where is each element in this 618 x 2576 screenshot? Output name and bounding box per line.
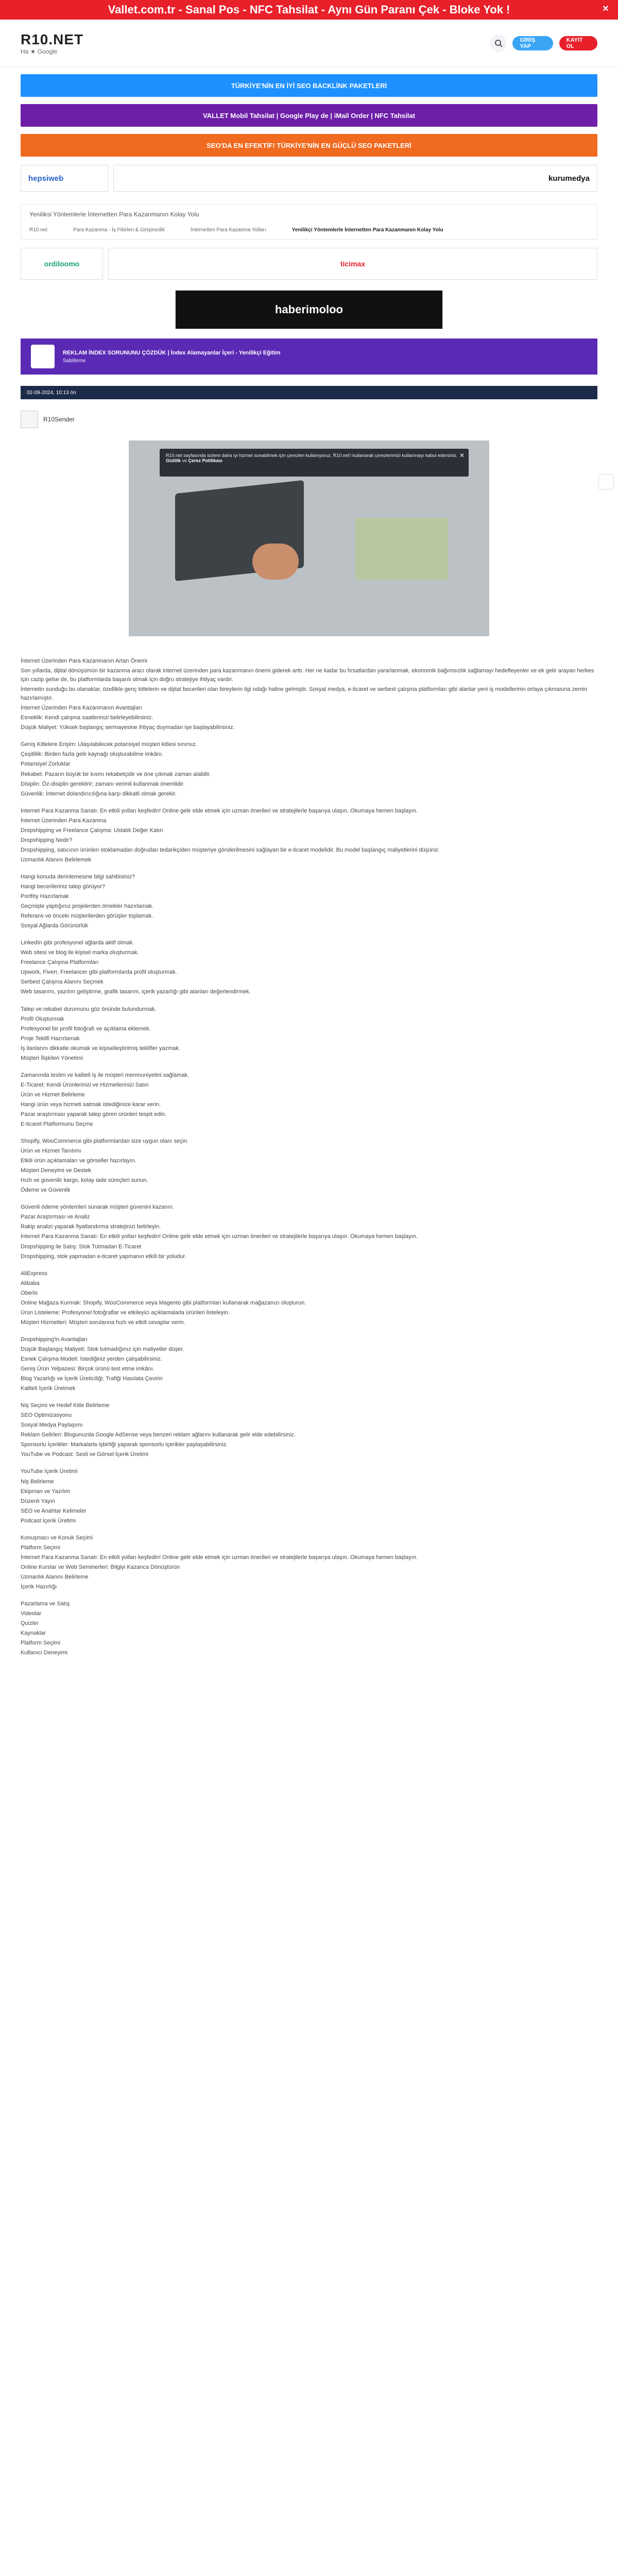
content-paragraph: Alibaba xyxy=(21,1280,40,1286)
content-paragraph: AliExpress xyxy=(21,1270,47,1277)
content-paragraph: Etkili ürün açıklamaları ve görseller hazırlayın. xyxy=(21,1158,136,1164)
content-paragraph: Proje Teklifi Hazırlamak xyxy=(21,1035,80,1042)
content-paragraph: YouTube İçerik Üretimi xyxy=(21,1468,78,1475)
content-paragraph: Ürün Listeleme: Profesyonel fotoğraflar ve etkileyici açıklamalarla ürünleri listeleyin. xyxy=(21,1309,230,1316)
content-paragraph: Geniş Kitlelere Erişim: Ulaşılabilecek potansiyel müşteri kitlesi sınırsız. xyxy=(21,741,197,748)
ad-label: ticimax xyxy=(340,260,366,268)
content-paragraph: Ürün ve Hizmet Tanıtımı xyxy=(21,1148,81,1155)
content-paragraph: Platform Seçimi xyxy=(21,1544,61,1551)
content-paragraph: İçerik Hazırlığı xyxy=(21,1583,57,1590)
content-paragraph: Geniş Ürün Yelpazesi: Birçok ürünü test etme imkânı. xyxy=(21,1366,154,1372)
content-paragraph: Hızlı ve güvenilir kargo, kolay iade süreçleri sunun. xyxy=(21,1177,148,1184)
content-paragraph: Zamanında teslim ve kaliteli iş ile müşteri memnuniyetini sağlamak. xyxy=(21,1072,190,1078)
ad-label: kurumedya xyxy=(548,174,590,183)
content-paragraph: Düşük Maliyet: Yüksek başlangıç sermayesine ihtiyaç duymadan işe başlayabilirsiniz. xyxy=(21,724,235,731)
content-paragraph: İnternet Para Kazanma Sanatı: En etkili yolları keşfedin! Online gelir elde etmek için uzman önerileri ve stratejilerle başarıya ulaşın. Okumaya hemen başlayın. xyxy=(21,1233,418,1240)
content-paragraph: Dropshipping, satıcının ürünleri stoklamadan doğrudan tedarikçiden müşteriye gönderilmesini sağlayan bir e-ticaret modelidir. Bu model başlangıç maliyetlerini düşürür. xyxy=(21,846,440,853)
content-paragraph: Disiplin: Öz-disiplin gerektirir; zamanı verimli kullanmak önemlidir. xyxy=(21,781,185,787)
breadcrumb-trail xyxy=(29,227,589,233)
content-paragraph: Müşteri İlişkileri Yönetimi xyxy=(21,1055,83,1061)
content-paragraph: Hangi ürün veya hizmeti satmak istediğinize karar verin. xyxy=(21,1101,161,1108)
content-paragraph: Düşük Başlangıç Maliyeti: Stok tutmadığınız için maliyetler düşer. xyxy=(21,1346,184,1352)
content-paragraph: İnternet Üzerinden Para Kazanmanın Avantajları xyxy=(21,705,142,711)
content-paragraph: Geçmişte yaptığınız projelerden örnekler hazırlamak. xyxy=(21,903,154,910)
site-logo[interactable] xyxy=(21,31,83,55)
content-paragraph: Pazarlama ve Satış xyxy=(21,1601,70,1607)
content-paragraph: Videolar xyxy=(21,1611,42,1617)
ad-row xyxy=(21,165,597,192)
content-paragraph: Güvenlik: İnternet dolandırıcılığına karşı dikkatli olmak gerekir. xyxy=(21,790,177,797)
recaptcha-icon[interactable] xyxy=(598,474,614,489)
content-paragraph: Quizler xyxy=(21,1620,39,1627)
content-paragraph: Ödeme ve Güvenlik xyxy=(21,1187,71,1194)
content-paragraph: Güvenli ödeme yöntemleri sunarak müşteri güvenini kazanın. xyxy=(21,1204,174,1211)
cookie-popup-text: R10.net sayfasında sizlere daha iyi hizmet sunabilmek için çerezleri kullanıyoruz. R10.net'i kullanarak çerezlerimizi kullanmayı kabul edersiniz. xyxy=(166,453,458,458)
content-paragraph: Talep ve rekabet durumunu göz önünde bulundurmak. xyxy=(21,1006,157,1012)
breadcrumb-item-current: Yenilikçi Yöntemlerle İnternetten Para Kazanmanın Kolay Yolu xyxy=(291,227,443,233)
content-paragraph: Pazar araştırması yaparak talep gören ürünleri tespit edin. xyxy=(21,1111,167,1117)
content-paragraph: E-Ticaret: Kendi Ürünlerinizi ve Hizmetlerinizi Satın xyxy=(21,1081,149,1088)
content-paragraph: Niş Belirleme xyxy=(21,1478,54,1485)
content-paragraph: Oberlo xyxy=(21,1290,38,1296)
post-hero-image xyxy=(129,440,489,636)
content-paragraph: Portföy Hazırlamak xyxy=(21,893,69,900)
content-paragraph: Uzmanlık Alanını Belirleme xyxy=(21,1573,89,1580)
post-author xyxy=(21,411,597,428)
ad-label: ordiloomo xyxy=(44,260,80,268)
breadcrumb-item[interactable]: İnternetten Para Kazanma Yolları xyxy=(190,227,266,233)
promo-banner-seo-packages[interactable] xyxy=(21,134,597,157)
search-icon[interactable] xyxy=(490,35,506,52)
content-paragraph: İnternetin sunduğu bu olanaklar, özellikle genç kitlelerin ve dijital becerileri olan bireylerin ilgi odağı haline gelmiştir. Sosyal medya, e-ticaret ve serbest çalışma platformları gibi alanlar yeni iş modellerinin ortaya çıkmasına zemin hazırlamıştır. xyxy=(21,686,587,702)
content-paragraph: Profil Oluşturmak xyxy=(21,1015,64,1022)
content-paragraph: LinkedIn gibi profesyonel ağlarda aktif olmak. xyxy=(21,940,134,946)
content-paragraph: Podcast İçerik Üretimi xyxy=(21,1517,76,1524)
content-paragraph: Kaliteli İçerik Üretmek xyxy=(21,1385,76,1392)
content-paragraph: Ürün ve Hizmet Belirleme xyxy=(21,1091,85,1098)
site-header xyxy=(0,20,618,67)
privacy-link[interactable]: Gizlilik xyxy=(166,458,181,463)
content-paragraph: Potansiyel Zorluklar xyxy=(21,761,71,768)
logo-subtitle: Ha ★ Google xyxy=(21,47,58,55)
thread-title: Yeniliksi Yöntemlerle İnternetten Para Kazanmanın Kolay Yolu xyxy=(29,211,199,218)
content-paragraph: Niş Seçimi ve Hedef Kitle Belirleme xyxy=(21,1402,110,1409)
breadcrumb-item[interactable]: Para Kazanma - İş Fikirleri & Girişimcilik xyxy=(73,227,165,233)
close-icon[interactable]: ✕ xyxy=(459,452,465,459)
content-paragraph: SEO Optimizasyonu xyxy=(21,1412,72,1419)
pinned-thread-sub: Sabitleme xyxy=(63,358,86,364)
promo-topbar[interactable] xyxy=(0,0,618,20)
content-paragraph: Web sitesi ve blog ile kişisel marka oluşturmak. xyxy=(21,950,139,956)
content-paragraph: Rakip analizi yaparak fiyatlandırma stratejinizi belirleyin. xyxy=(21,1224,161,1230)
post-content xyxy=(21,657,597,1666)
content-paragraph: Dropshipping, stok yapmadan e-ticaret yapmanın etkili bir yoludur. xyxy=(21,1253,186,1260)
pinned-thread-title: REKLAM İNDEX SORUNUNU ÇÖZDÜK | İndex Alamayanlar İçeri - Yenilikçi Eğitim xyxy=(63,349,281,356)
content-paragraph: Platform Seçimi xyxy=(21,1640,61,1647)
content-paragraph: Ekipman ve Yazılım xyxy=(21,1488,71,1495)
money-shape xyxy=(355,518,448,580)
content-paragraph: Müşteri Hizmetleri: Müşteri sorularına hızlı ve etkili cevaplar verin. xyxy=(21,1319,185,1326)
content-paragraph: Sosyal Ağlarda Görünürlük xyxy=(21,923,88,929)
ad-label: hepsiweb xyxy=(28,174,64,183)
hand-shape xyxy=(252,544,299,580)
content-paragraph: Sosyal Medya Paylaşımı xyxy=(21,1422,83,1429)
banner-text: SEO'DA EN EFEKTİF! TÜRKİYE'NİN EN GÜÇLÜ SEO PAKETLERİ xyxy=(207,141,411,149)
content-paragraph: Son yıllarda, dijital dönüşümün bir kazanma aracı olarak internet üzerinden para kazanmanın önemi giderek arttı. Her ne kadar bu fırsatlardan yararlanmak, ekonomik bağımsızlık sağlamayı hedefleyenler ve ek gelir arayan herkes için cazip gelse de, bu platformlarda başarılı olmak için doğru stratejiye ihtiyaç vardır. xyxy=(21,668,594,683)
close-icon[interactable]: ✕ xyxy=(602,5,609,13)
content-paragraph: Kaynaklar xyxy=(21,1630,46,1637)
content-paragraph: Düzenli Yayın xyxy=(21,1498,55,1504)
content-paragraph: İnternet Üzerinden Para Kazanma xyxy=(21,817,107,824)
content-paragraph: Freelance Çalışma Platformları xyxy=(21,959,99,966)
ad-hepsiweb[interactable] xyxy=(21,165,108,192)
content-paragraph: Esneklik: Kendi çalışma saatlerinizi belirleyebilirsiniz. xyxy=(21,715,153,721)
content-paragraph: Esnek Çalışma Modeli: İstediğiniz yerden çalışabilirsiniz. xyxy=(21,1356,163,1362)
content-paragraph: Hangi konuda derinlemesine bilgi sahibisiniz? xyxy=(21,873,135,880)
logo-brand: R10.NET xyxy=(21,31,84,47)
content-paragraph: Pazar Araştırması ve Analiz xyxy=(21,1214,90,1221)
breadcrumb xyxy=(21,204,597,240)
content-paragraph: Reklam Gelirleri: Blogunuzda Google AdSense veya benzeri reklam ağlarını kullanarak gelir elde edebilirsiniz. xyxy=(21,1432,296,1438)
ad-ticimax[interactable] xyxy=(108,248,597,280)
content-paragraph: E-ticaret Platformunu Seçme xyxy=(21,1121,93,1128)
content-paragraph: Online Mağaza Kurmak: Shopify, WooCommerce veya Magento gibi platformları kullanarak mağazanızı oluşturun. xyxy=(21,1299,306,1306)
content-paragraph: Hangi becerileriniz talep görüyor? xyxy=(21,883,105,890)
cookie-popup: R10.net sayfasında sizlere daha iyi hizmet sunabilmek için çerezleri kullanıyoruz. R10.net'i kullanarak çerezlerimizi kullanmayı kabul edersiniz. Gizlilik ve Çerez Politikası ✕ xyxy=(160,449,469,477)
pinned-thread-banner[interactable] xyxy=(21,338,597,375)
content-paragraph: Blog Yazarlığı ve İçerik Üreticiliği: Trafiği Hasılata Çevirin xyxy=(21,1376,163,1382)
ad-label: haberimoloo xyxy=(274,303,343,316)
content-paragraph: YouTube ve Podcast: Sesli ve Görsel İçerik Üretimi xyxy=(21,1451,149,1458)
ad-row-2 xyxy=(21,248,597,280)
post-datebar xyxy=(21,386,597,399)
content-paragraph: Shopify, WooCommerce gibi platformlardan size uygun olanı seçin. xyxy=(21,1138,189,1145)
breadcrumb-item[interactable]: R10.net xyxy=(29,227,48,233)
content-paragraph: Uzmanlık Alanını Belirlemek xyxy=(21,856,91,863)
promo-topbar-text[interactable]: Vallet.com.tr - Sanal Pos - NFC Tahsilat - Aynı Gün Paranı Çek - Bloke Yok ! xyxy=(108,3,510,16)
content-paragraph: Upwork, Fiverr, Freelancer gibi platformlarda profil oluşturmak. xyxy=(21,969,177,976)
cookie-policy-link[interactable]: Çerez Politikası xyxy=(188,458,223,463)
content-paragraph: İş ilanlarını dikkatle okumak ve kişiselleştirilmiş teklifler yazmak. xyxy=(21,1045,180,1052)
register-button[interactable]: KAYIT OL xyxy=(559,36,597,50)
content-paragraph: Sponsorlu İçerikler: Markalarla işbirliği yaparak sponsorlu içerikler paylaşabilirsiniz. xyxy=(21,1442,228,1448)
content-paragraph: Dropshipping Nedir? xyxy=(21,837,73,843)
content-paragraph: Dropshipping ve Freelance Çalışma: Ustalık Değer Katın xyxy=(21,827,163,834)
content-paragraph: Rekabet: Pazarın büyük bir kısmı rekabetçidir ve öne çıkmak zaman alabilir. xyxy=(21,771,211,777)
author-name[interactable]: R10Sender xyxy=(43,416,75,423)
ad-haberimoloo[interactable] xyxy=(175,290,443,329)
content-paragraph: Çeşitlilik: Birden fazla gelir kaynağı oluşturabilme imkânı. xyxy=(21,751,163,758)
content-paragraph: İnternet Para Kazanma Sanatı: En etkili yolları keşfedin! Online gelir elde etmek için uzman önerileri ve stratejilerle başarıya ulaşın. Okumaya hemen başlayın. xyxy=(21,1554,418,1561)
content-paragraph: Konuşmacı ve Konuk Seçimi xyxy=(21,1534,93,1541)
promo-banner-seo-backlink[interactable] xyxy=(21,74,597,97)
ad-ordiloomo[interactable] xyxy=(21,248,103,280)
content-paragraph: Online Kurslar ve Web Seminerleri: Bilgiyi Kazanca Dönüştürün xyxy=(21,1564,180,1570)
login-button[interactable]: GİRİŞ YAP xyxy=(512,36,553,50)
content-paragraph: Referans ve önceki müşterilerden görüşler toplamak. xyxy=(21,913,153,920)
content-paragraph: Dropshipping'in Avantajları xyxy=(21,1336,88,1343)
content-paragraph: İnternet Para Kazanma Sanatı: En etkili yolları keşfedin! Online gelir elde etmek için uzman önerileri ve stratejilerle başarıya ulaşın. Okumaya hemen başlayın. xyxy=(21,807,418,814)
post-date: 02-09-2024, 10:13 ön xyxy=(27,389,76,396)
content-paragraph: Müşteri Deneyimi ve Destek xyxy=(21,1167,91,1174)
content-paragraph: Web tasarımı, yazılım geliştirme, grafik tasarım, içerik yazarlığı gibi alanları değerlendirmek. xyxy=(21,989,251,995)
content-paragraph: Serbest Çalışma Alanını Seçmek xyxy=(21,979,104,986)
ad-kurumedya[interactable] xyxy=(113,165,597,192)
content-paragraph: İnternet Üzerinden Para Kazanmanın Artan Önemi xyxy=(21,658,147,664)
banner-text: VALLET Mobil Tahsilat | Google Play de | iMail Order | NFC Tahsilat xyxy=(203,111,415,120)
content-paragraph: Kullanıcı Deneyimi xyxy=(21,1650,68,1656)
promo-banner-vallet[interactable] xyxy=(21,104,597,127)
banner-text: TÜRKİYE'NİN EN İYİ SEO BACKLİNK PAKETLERİ xyxy=(231,81,387,90)
avatar[interactable] xyxy=(21,411,38,428)
content-paragraph: SEO ve Anahtar Kelimeler xyxy=(21,1507,87,1514)
content-paragraph: Profesyonel bir profil fotoğrafı ve açıklama eklemek. xyxy=(21,1025,151,1032)
content-paragraph: Dropshipping ile Satış: Stok Tutmadan E-Ticaret xyxy=(21,1243,142,1250)
banner-thumbnail xyxy=(31,345,55,368)
